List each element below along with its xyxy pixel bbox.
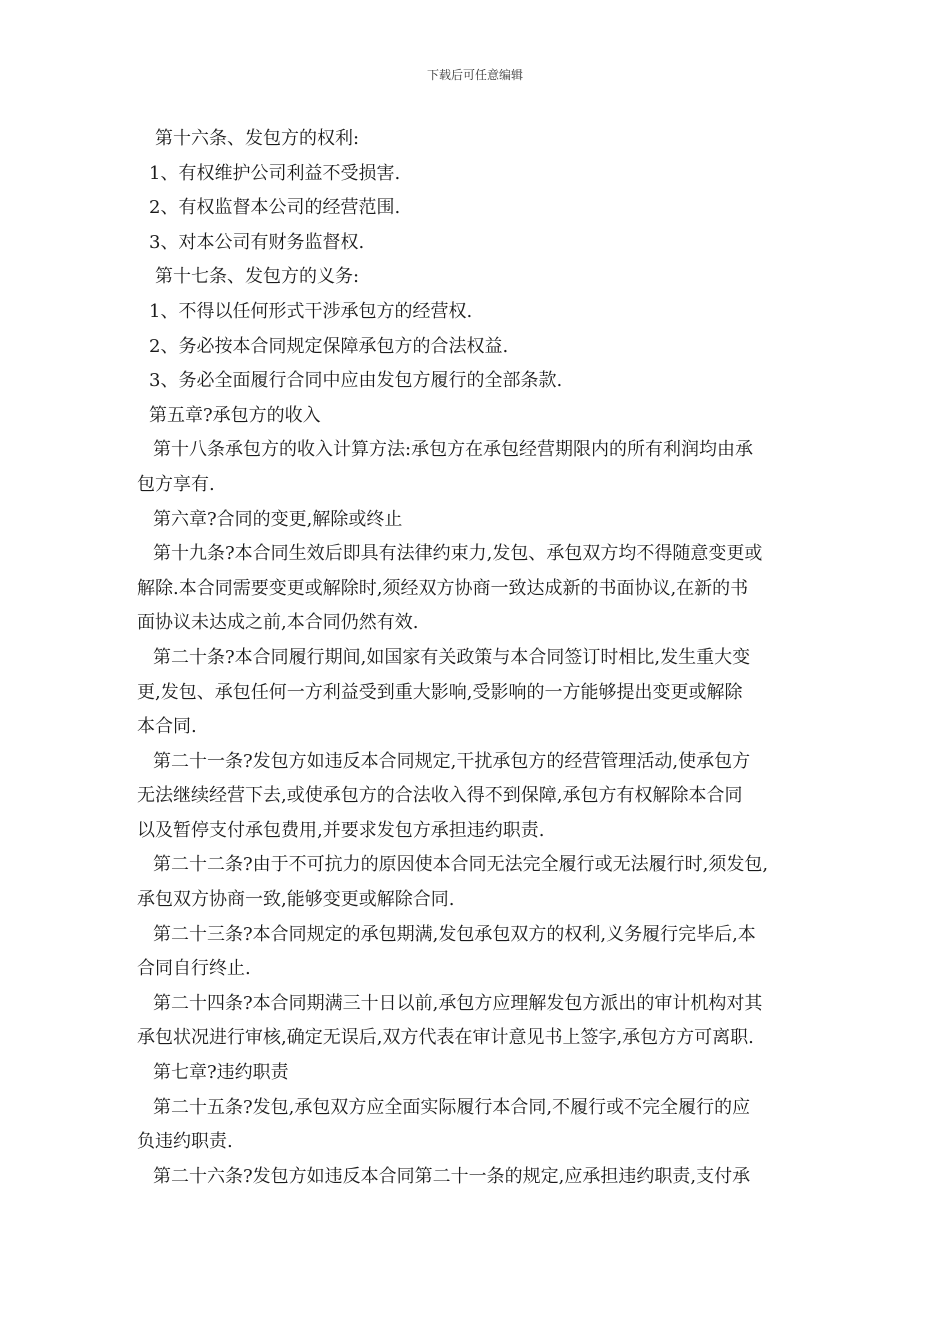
paragraph bbox=[137, 191, 815, 226]
paragraph bbox=[137, 433, 815, 502]
paragraph bbox=[137, 745, 815, 849]
paragraph bbox=[137, 1056, 815, 1091]
paragraph-line: 第二十六条?发包方如违反本合同第二十一条的规定,应承担违约职责,支付承 bbox=[153, 1165, 751, 1187]
paragraph-line: 第二十条?本合同履行期间,如国家有关政策与本合同签订时相比,发生重大变 bbox=[153, 646, 751, 668]
paragraph-line: 第五章?承包方的收入 bbox=[149, 404, 321, 426]
paragraph bbox=[137, 330, 815, 365]
paragraph-line: 更,发包、承包任何一方利益受到重大影响,受影响的一方能够提出变更或解除 bbox=[137, 681, 743, 703]
paragraph bbox=[137, 364, 815, 399]
paragraph-line: 第二十一条?发包方如违反本合同规定,干扰承包方的经营管理活动,使承包方 bbox=[153, 750, 751, 772]
paragraph bbox=[137, 1160, 815, 1195]
paragraph-line: 第七章?违约职责 bbox=[153, 1062, 289, 1084]
paragraph bbox=[137, 260, 815, 295]
paragraph bbox=[137, 157, 815, 192]
paragraph-line: 2、有权监督本公司的经营范围. bbox=[149, 197, 401, 219]
paragraph-line: 合同自行终止. bbox=[137, 958, 251, 980]
paragraph-line: 第十六条、发包方的权利: bbox=[155, 128, 360, 149]
paragraph-line: 第十八条承包方的收入计算方法:承包方在承包经营期限内的所有利润均由承 bbox=[153, 439, 754, 461]
paragraph-line: 1、有权维护公司利益不受损害. bbox=[149, 162, 401, 184]
paragraph-line: 以及暂停支付承包费用,并要求发包方承担违约职责. bbox=[137, 819, 545, 841]
paragraph-line: 第十九条?本合同生效后即具有法律约束力,发包、承包双方均不得随意变更或 bbox=[153, 543, 763, 565]
paragraph-line: 第六章?合同的变更,解除或终止 bbox=[153, 508, 403, 530]
document-body bbox=[137, 122, 815, 1194]
paragraph bbox=[137, 503, 815, 538]
paragraph bbox=[137, 122, 815, 157]
paragraph bbox=[137, 399, 815, 434]
paragraph-line: 负违约职责. bbox=[137, 1131, 233, 1153]
paragraph-line: 第二十四条?本合同期满三十日以前,承包方应理解发包方派出的审计机构对其 bbox=[153, 992, 763, 1014]
paragraph-line: 第十七条、发包方的义务: bbox=[155, 266, 360, 288]
paragraph bbox=[137, 226, 815, 261]
page-header: 下载后可任意编辑 bbox=[426, 68, 523, 82]
paragraph-line: 解除.本合同需要变更或解除时,须经双方协商一致达成新的书面协议,在新的书 bbox=[137, 577, 749, 599]
paragraph bbox=[137, 1091, 815, 1160]
paragraph bbox=[137, 848, 815, 917]
paragraph-line: 承包双方协商一致,能够变更或解除合同. bbox=[137, 889, 455, 911]
paragraph-line: 2、务必按本合同规定保障承包方的合法权益. bbox=[149, 335, 509, 357]
paragraph-line: 3、务必全面履行合同中应由发包方履行的全部条款. bbox=[149, 370, 563, 392]
paragraph-line: 第二十三条?本合同规定的承包期满,发包承包双方的权利,义务履行完毕后,本 bbox=[153, 923, 756, 945]
paragraph-line: 3、对本公司有财务监督权. bbox=[149, 231, 365, 253]
paragraph-line: 承包状况进行审核,确定无误后,双方代表在审计意见书上签字,承包方方可离职. bbox=[137, 1027, 754, 1049]
paragraph bbox=[137, 295, 815, 330]
paragraph bbox=[137, 537, 815, 641]
paragraph bbox=[137, 641, 815, 745]
paragraph-line: 面协议未达成之前,本合同仍然有效. bbox=[137, 612, 419, 634]
paragraph-line: 第二十五条?发包,承包双方应全面实际履行本合同,不履行或不完全履行的应 bbox=[153, 1096, 751, 1118]
paragraph bbox=[137, 987, 815, 1056]
paragraph bbox=[137, 918, 815, 987]
paragraph-line: 包方享有. bbox=[137, 473, 215, 495]
paragraph-line: 本合同. bbox=[137, 716, 197, 738]
paragraph-line: 无法继续经营下去,或使承包方的合法收入得不到保障,承包方有权解除本合同 bbox=[137, 785, 743, 807]
paragraph-line: 1、不得以任何形式干涉承包方的经营权. bbox=[149, 300, 473, 322]
paragraph-line: 第二十二条?由于不可抗力的原因使本合同无法完全履行或无法履行时,须发包, bbox=[153, 854, 769, 876]
